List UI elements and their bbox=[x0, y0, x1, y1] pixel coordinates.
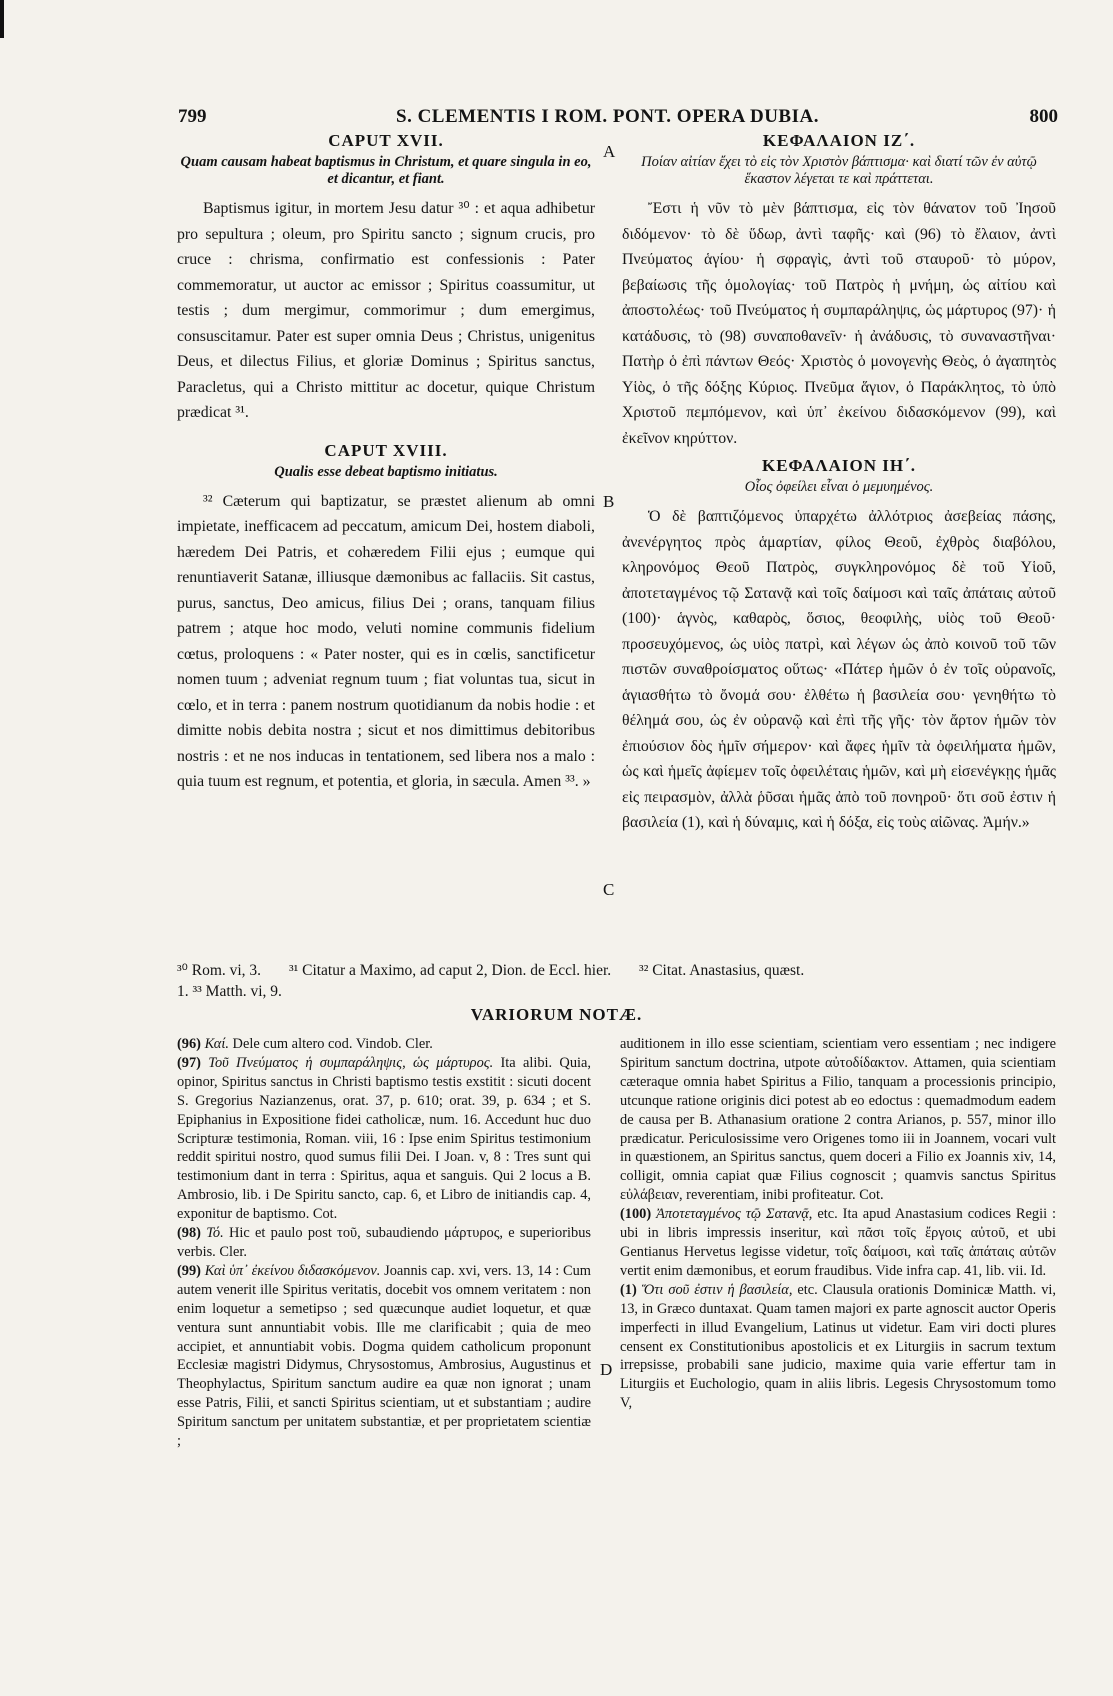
running-title: S. CLEMENTIS I ROM. PONT. OPERA DUBIA. bbox=[396, 106, 819, 127]
scripture-footnotes bbox=[177, 960, 1057, 1002]
notes-left-column bbox=[177, 1035, 591, 1451]
latin-cap17-heading: CAPUT XVII. bbox=[328, 131, 444, 150]
note-item: auditionem in illo esse scientiam, scientiam vero essentiam ; nec indigere Spiritum sanctum doctrina, utpote αὐτοδίδακτον. Attamen, quia scientiam cæteraque omnia habet Spiritus a Filio, tanquam a processionis principio, utcunque ratione originis dici potest ab eo edoctus : quemadmodum eadem de causa per B. Athanasium oratione 2 contra Arianos, p. 557, minor illo prædicatur. Periculosissime vero Origenes tomo iii in Joannem, vocari vult in quæstionem, an Spiritus sanctus, quem doceri a Filio ex Joannis xiv, 14, colligit, omnia capiat quæ Filius cognoscit ; quamvis sanctus Spiritus εὐλάβειαν, reverentiam, inibi profiteatur. Cot. bbox=[620, 1036, 1056, 1204]
footnote-30: ³⁰ Rom. vi, 3. bbox=[177, 962, 262, 979]
footnote-32: ³² Citat. Anastasius, quæst. bbox=[639, 962, 805, 979]
greek-cap17-text: Ἔστι ἡ νῦν τὸ μὲν βάπτισμα, εἰς τὸν θάνατον τοῦ Ἰησοῦ διδόμενον· τὸ δὲ ὕδωρ, ἀντὶ ταφῆς· καὶ (96) τὸ ἔλαιον, ἀντὶ Πνεύματος ἁγίου· ἡ σφραγὶς, ἀντὶ τοῦ σταυροῦ· τὸ μύρον, βεβαίωσις τῆς ὁμολογίας· τοῦ Πατρὸς ἡ μνήμη, ὡς αἰτίου καὶ ἀποστολέως· τοῦ Πνεύματος ἡ συμπαράληψις, ὡς μάρτυρος (97)· ἡ κατάδυσις, τὸ (98) συναποθανεῖν· ἡ ἀνάδυσις, τὸ συναναστῆναι· Πατὴρ ὁ ἐπὶ πάντων Θεός· Χριστὸς ὁ μονογενὴς Θεὸς, ὁ ἀγαπητὸς Υἱὸς, ὁ τῆς δόξης Κύριος. Πνεῦμα ἅγιον, ὁ Παράκλητος, τὸ ὑπὸ Χριστοῦ πεμπόμενον, καὶ ὑπ᾽ ἐκείνου διδασκόμενον (99), καὶ ἐκεῖνον κηρύττον. bbox=[622, 200, 1056, 447]
page-number-left: 799 bbox=[178, 106, 207, 127]
page-number-right: 800 bbox=[1029, 106, 1058, 127]
gutter-letter-d: D bbox=[600, 1360, 613, 1379]
greek-cap17-subtitle: Ποίαν αἰτίαν ἔχει τὸ εἰς τὸν Χριστὸν βάπτισμα· καὶ διατί τῶν ἐν αὐτῷ ἕκαστον λέγεται τε καὶ πράττεται. bbox=[641, 154, 1037, 187]
latin-cap18-text: ³² Cæterum qui baptizatur, se præstet alienum ab omni impietate, inefficacem ad peccatum, amicum Dei, hostem diaboli, hæredem Dei Patris, et cohæredem Filii ejus ; eumque qui renuntiaverit Satanæ, illiusque dæmonibus ac fallaciis. Sit castus, purus, sanctus, Deo amicus, filius Dei ; orans, tanquam filius patrem ; atque hoc modo, veluti nomine communis fidelium cœtus, proloquens : « Pater noster, qui es in cœlis, sanctificetur nomen tuum ; adveniat regnum tuum ; fiat voluntas tua, sicut in cœlo, et in terra : panem nostrum quotidianum da nobis hodie : et dimitte nobis debita nostra ; sicut et nos dimittimus debitoribus nostris : et ne nos inducas in tentationem, sed libera nos a malo : quia tuum est regnum, et potentia, et gloria, in sæcula. Amen ³³. » bbox=[177, 492, 595, 790]
note-item: (97) Τοῦ Πνεύματος ἡ συμπαράληψις, ὡς μάρτυρος. Ita alibi. Quia, opinor, Spiritus sanctus in Christi baptismo testis exstitit : sicuti docent S. Gregorius Nazianzenus, orat. 37, p. 610; orat. 39, p. 634 ; et S. Epiphanius in Expositione fidei catholicæ, num. 16. Accedunt huc duo Scripturæ testimonia, Roman. viii, 16 : Ipse enim Spiritus testimonium reddit spiritui nostro, quod sumus filii Dei. I Joan. v, 8 : Tres sunt qui testimonium dant in terra : Spiritus, aqua et sanguis. Qui 2 locus a B. Ambrosio, lib. i De Spiritu sancto, cap. 6, et Libro de initiandis cap. 4, exponitur de baptismo. Cot. bbox=[177, 1054, 592, 1223]
notes-title: VARIORUM NOTÆ. bbox=[470, 1005, 643, 1024]
scan-edge-mark bbox=[0, 0, 4, 38]
latin-cap17-subtitle: Quam causam habeat baptismus in Christum, et quare singula in eo, et dicantur, et fiant. bbox=[180, 154, 592, 187]
greek-column bbox=[622, 130, 1056, 836]
latin-cap18-heading: CAPUT XVIII. bbox=[324, 440, 448, 460]
latin-cap18-subtitle: Qualis esse debeat baptismo initiatus. bbox=[274, 463, 498, 480]
footnote-31: ³¹ Citatur a Maximo, ad caput 2, Dion. de Eccl. hier. bbox=[288, 962, 612, 979]
footnote-33: 1. ³³ Matth. vi, 9. bbox=[177, 983, 282, 1000]
note-item: (98) Τό. Hic et paulo post τοῦ, subaudiendo μάρτυρος, e superioribus verbis. Cler. bbox=[177, 1225, 591, 1260]
notes-right-column bbox=[620, 1035, 1056, 1413]
note-item: (96) Καί. Dele cum altero cod. Vindob. Cler. bbox=[177, 1036, 433, 1052]
greek-cap18-subtitle: Οἷος ὀφείλει εἶναι ὁ μεμυημένος. bbox=[744, 479, 934, 495]
greek-cap18-text: Ὁ δὲ βαπτιζόμενος ὑπαρχέτω ἀλλότριος ἀσεβείας πάσης, ἀνενέργητος πρὸς ἁμαρτίαν, φίλος Θεοῦ, ἐχθρὸς διαβόλου, κληρονόμος Θεοῦ Πατρὸς, συγκληρονόμος δὲ τοῦ Υἱοῦ, ἀποτεταγμένος τῷ Σατανᾷ καὶ τοῖς δαίμοσι καὶ ταῖς ἀπάταις αὐτοῦ (100)· ἁγνὸς, καθαρὸς, ὅσιος, θεοφιλὴς, υἱὸς τοῦ Θεοῦ· προσευχόμενος, ὡς υἱὸς πατρὶ, καὶ λέγων ὡς ἀπὸ κοινοῦ τοῦ τῶν πιστῶν συναθροίσματος οὕτως· «Πάτερ ἡμῶν ὁ ἐν τοῖς οὐρανοῖς, ἁγιασθήτω τὸ ὄνομά σου· ἐλθέτω ἡ βασιλεία σου· γενηθήτω τὸ θέλημά σου, ὡς ἐν οὐρανῷ καὶ ἐπὶ τῆς γῆς· τὸν ἄρτον ἡμῶν τὸν ἐπιούσιον δὸς ἡμῖν σήμερον· καὶ ἄφες ἡμῖν τὰ ὀφειλήματα ἡμῶν, ὡς καὶ ἡμεῖς ἀφίεμεν τοῖς ὀφειλέταις ἡμῶν, καὶ μὴ εἰσενέγκῃς ἡμᾶς εἰς πειρασμὸν, ἀλλὰ ῥῦσαι ἡμᾶς ἀπὸ τοῦ πονηροῦ· ὅτι σοῦ ἐστιν ἡ βασιλεία (1), καὶ ἡ δύναμις, καὶ ἡ δόξα, εἰς τοὺς αἰῶνας. Ἀμήν.» bbox=[622, 508, 1056, 831]
gutter-letter-c: C bbox=[603, 880, 615, 899]
greek-cap18-heading: ΚΕΦΑΛΑΙΟΝ ΙΗ΄. bbox=[761, 456, 917, 475]
note-item: (1) Ὅτι σοῦ ἐστιν ἡ βασιλεία, etc. Clausula orationis Dominicæ Matth. vi, 13, in Græco duntaxat. Quam tamen majori ex parte agnoscit auctor Operis imperfecti in illud Evangelium, Latinus ut videtur. Eam viri docti plures censent ex Constitutionibus apostolicis et ex Liturgiis in sacrum textum irrepsisse, probabili sane judicio, maxime quia varie effertur tam in Liturgiis et Euchologio, quam in aliis libris. Legesis Chrysostomum tomo V, bbox=[620, 1281, 1056, 1412]
note-item: (99) Καὶ ὑπ᾽ ἐκείνου διδασκόμενον. Joannis cap. xvi, vers. 13, 14 : Cum autem venerit ille Spiritus veritatis, docebit vos omnem veritatem : non enim loquetur a semetipso ; sed quæcunque audiet loquetur, et quæ ventura sunt annuntiabit vobis. Ille me clarificabit ; quia de meo accipiet, et annuntiabit vobis. Dogma quidem catholicum proponunt Ecclesiæ magistri Didymus, Chrysostomus, Ambrosius, Augustinus et Theophylactus, Spiritum sanctum audire ea quæ non ignorat ; unam esse Patris, Filii, et sancti Spiritus scientiam, ut et substantiam ; audire Spiritum sanctum per unitatem substantiæ, et per proprietatem scientiæ ; bbox=[177, 1262, 591, 1450]
latin-cap17-text: Baptismus igitur, in mortem Jesu datur ³⁰ : et aqua adhibetur pro sepultura ; oleum, pro Spiritu sancto ; signum crucis, pro cruce : chrisma, confirmatio est confessionis : Pater commemoratur, ut auctor ac emissor ; Spiritus coassumitur, ut testis ; dum mergimur, commorimur ; dum emergimus, consuscitamur. Pater est super omnia Deus ; Christus, unigenitus Deus, et dilectus Filius, et gloriæ Dominus ; Spiritus sanctus, Paracletus, qui a Christo mittitur ac docetur, quique Christum prædicat ³¹. bbox=[177, 200, 595, 421]
running-head bbox=[178, 100, 1058, 132]
gutter-letter-a: A bbox=[603, 142, 616, 161]
gutter-letter-b: B bbox=[603, 492, 615, 511]
greek-cap17-heading: ΚΕΦΑΛΑΙΟΝ ΙΖ΄. bbox=[762, 131, 916, 150]
latin-column bbox=[177, 130, 595, 795]
note-item: (100) Ἀποτεταγμένος τῷ Σατανᾷ, etc. Ita apud Anastasium codices Regii : ubi in libris impressis inseritur, καὶ πᾶσι τοῖς ἔργοις αὐτοῦ, et ubi Gentianus Hervetus legisse videtur, τοῖς δαίμοσι, καὶ ταῖς ἀπάταις αὐτῶν vertit enim dæmonibus, et eorum fraudibus. Vide infra cap. 41, lib. vii. Id. bbox=[620, 1206, 1057, 1279]
